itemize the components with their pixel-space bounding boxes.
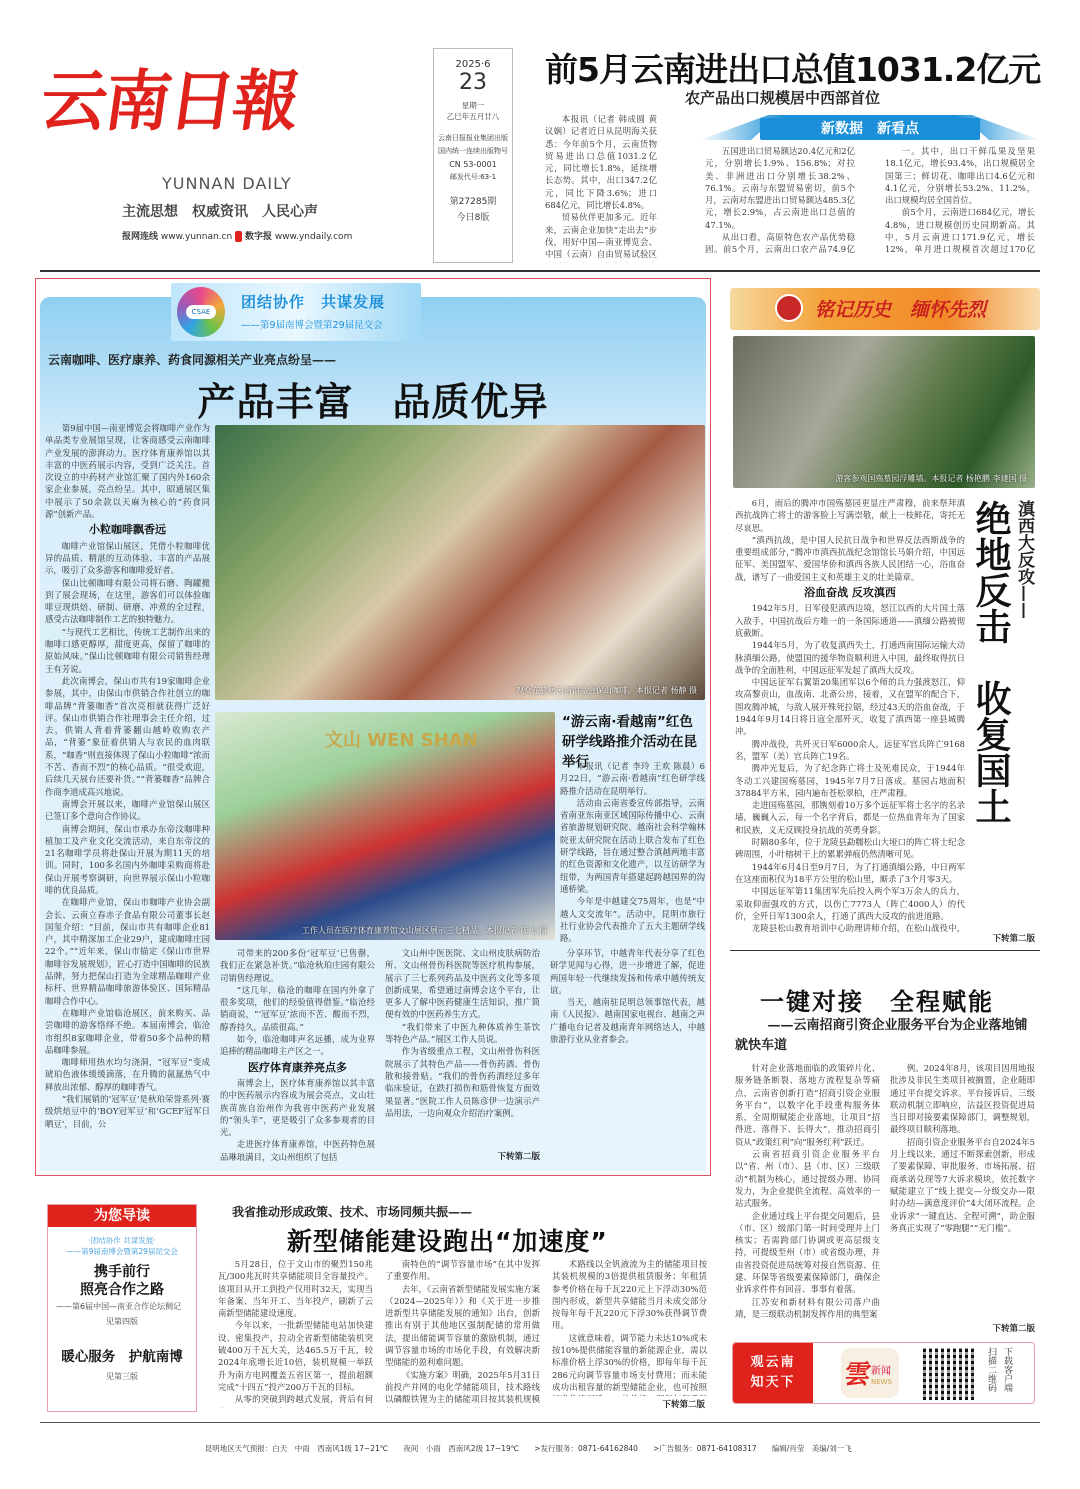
energy-col-3 [552,1258,707,1396]
ad-service: >广告服务：0871-64108317 [652,1444,757,1453]
serial-label: 国内统一连续出版物号 [438,147,508,155]
paragraph: 作为省级重点工程，文山州骨伤科医院展示了其特色产品——骨伤药酒、骨伤散和接骨贴。“我们的骨伤药酒经过多年临床验证，在跌打损伤和筋骨恢复方面效果显著。”医院工作人员陈彦伊一边演示产品用法，一边向观众介绍治疗案例。 [385,1046,540,1118]
lead-banner-text: 新数据 新看点 [760,118,980,140]
expo-banner-title: 团结协作 共谋发展 [241,293,386,311]
weekday: 星期一 [461,101,485,110]
expo-col-3 [385,947,540,1147]
divider [40,270,1040,272]
energy-col-1 [218,1258,373,1408]
paragraph: 企业通过线上平台提交问题后，县（市、区）级部门第一时间受理并上门核实；若需跨部门协调或更高层级支持，可提级至州（市）或省级办理，并由省投资促进局统筹对接自然资源、住建、环保等省级要素保障部门，确保企业诉求件件有回音、事事有着落。 [735,1210,880,1295]
paragraph: 中国远征军第11集团军先后投入两个军3万余人的兵力，采取仰面强攻的方式，以伤亡7773人（阵亡4000人）的代价，全歼日军1300余人，打通了滇西大反攻的前进道路。 [735,886,965,921]
expo-logo-text: CSAE [186,305,216,319]
great-wall-icon [775,294,803,322]
paragraph: 南博会期间，保山市承办东帝汶咖啡种植加工及产业文化交流活动，来自东帝汶的21名咖啡学员将赴保山开展为期11天的培训。同时，100多名国内外咖啡采购商将赴保山开展考察调研，向世界展示保山小粒咖啡的优良品质。 [45,823,210,895]
paragraph: 此次南博会，保山市共有19家咖啡企业参展，其中，由保山市供销合作社创立的咖啡品牌“背篓咖香”首次亮相就获得广泛好评。保山市供销合作社理事会主任介绍，过去，供销人背着背篓翻山越岭收购农产品，“背篓”象征着供销人与农民的血肉联系，“咖香”则直接体现了保山小粒咖啡“浓而不苦、香而不烈”的核心品质。“很受欢迎，后续几天展台还要补货。”“背篓咖香”品牌合作商李道成高兴地说。 [45,675,210,797]
paragraph: 走进国殇墓园，那镌刻着10万多个远征军将士名字的名录墙，巍巍入云，每一个名字背后，都是一位热血青年为了国家和民族，义无反顾投身抗战的英勇身影。 [735,800,965,835]
paragraph: 在咖啡产业馆，保山市咖啡产业协会副会长、云南立春赤子食品有限公司董事长赵国玺介绍：“目前，保山市共有咖啡企业81户，其中精深加工企业29户，建成咖啡庄园22个。”“近年来，保山市锚定《保山市世界咖啡谷发展规划》，匠心打造中国咖啡的民族品牌，努力把保山打造为全球精品咖啡产业标杆、世界精品咖啡旅游体验区、国际精品咖啡合作中心。 [45,897,210,1006]
paragraph: “与现代工艺相比，传统工艺制作出来的咖啡口感更醇厚，甜度更高，保留了咖啡的原始风味。”保山比顿咖啡有限公司销售经理王有芳说。 [45,626,210,674]
paragraph: 腾冲战役，共歼灭日军6000余人，远征军官兵阵亡9168名，盟军（美）官兵阵亡19名。 [735,738,965,761]
expo-col-1 [45,422,210,1167]
expo-banner-sub: ——第9届南博会暨第29届昆交会 [241,320,383,331]
paragraph: 术路线以全钒液流为主的储能项目按其装机规模的3倍提供租赁服务；年租赁参考价格在每千瓦220元上下浮动30%范围内形成，新型共享储能当月未成交部分按每年每千瓦220元下浮30%获得调节费用。 [552,1259,707,1331]
wenshan-photo-caption: 工作人员在医疗体育康养馆文山展区展示三七精品。本报记者 陈飞 摄 [301,926,547,935]
paragraph: 在咖啡产业馆临沧展区，前来购买、品尝咖啡的游客络绎不绝。本届南博会，临沧市组织8家咖啡企业，带着50多个品种的精品咖啡参展。 [45,1007,210,1055]
paragraph: 1944年5月，为了收复滇西失土，打通西南国际运输大动脉滇缅公路，使盟国的援华物资顺利进入中国，最终取得抗日战争的全面胜利，中国远征军发起了滇西大反攻。 [735,640,965,675]
paragraph: “这几年，临沧的咖啡在国内外拿了很多奖项，他们的经验值得借鉴。”临沧经销商说，“‘冠军豆’浓而不苦、酸而不烈，醇香持久，品质很高。” [220,984,375,1032]
app-logo-glyph: 雲 [842,1360,871,1390]
history-headline: 绝地反击 收复国土 [970,500,1011,824]
download-hint: 下载客户端 [1002,1347,1012,1392]
paragraph: 南博会上，医疗体育康养馆以其丰富的中医药展示内容成为展会亮点，文山壮族苗族自治州作为我省中医药产业发展的“领头羊”，更是吸引了众多参观者的目光。 [220,1077,375,1138]
guide-item2-headline[interactable]: 暖心服务 护航南博 [61,1349,183,1365]
date-day: 23 [459,70,487,95]
expo-headline: 产品丰富 品质优异 [197,380,549,424]
section-subhead: 小粒咖啡飘香远 [89,523,166,537]
lunar-date: 乙巳年五月廿八 [446,112,500,121]
energy-col-2 [385,1258,540,1408]
business-col-1 [735,1062,880,1342]
divider [730,950,1040,951]
history-col [735,497,965,934]
date-year-month: 2025·6 [455,59,491,70]
date-box [433,48,513,263]
page-count: 今日8版 [456,213,490,223]
lead-col-2 [705,145,855,255]
paragraph: 前5个月，云南进口684亿元，增长4.8%，进口规模创历史同期新高。其中，5月云南进口171.9亿元，增长12%，单月进口规模首次超过170亿 [885,207,1035,255]
paragraph: 走进医疗体育康养馆，中医药特色展品琳琅满目，文山州组织了包括 [220,1139,375,1162]
paragraph: 从零的突破到跨越式发展，背后有何 [234,1394,373,1405]
paragraph: 腾冲光复后，为了纪念阵亡将士及死难民众，于1944年冬动工兴建国殇墓园，1945年7月7日落成。墓园占地面积37884平方米，园内遍布苍松翠柏，庄严肃穆。 [735,763,965,798]
paragraph: 龙陵县松山教育培训中心助理讲师介绍，在松山战役中， [751,923,965,934]
paragraph: 今年以来，一批新型储能电站加快建设、密集投产，拉动全省新型储能装机突破400万千瓦大关，达465.5万千瓦，较2024年底增长近10倍，装机规模一举跃升为南方电网覆盖五省区第一，提前超额完成“十四五”投产200万千瓦的目标。 [218,1320,373,1392]
paragraph: 中国远征军右翼第20集团军以6个师的兵力强渡怒江，仰攻高黎贡山，血战南、北斋公房，接着，又在盟军的配合下，围攻腾冲城，与敌人展开殊死拉锯，经过43天的浴血奋战，于1944年9月14日将日寇全部歼灭，收复了滇西第一座县城腾冲。 [735,677,965,737]
paragraph: 活动由云南省委宣传部指导，云南省南亚东南亚区域国际传播中心、云南省旅游规划研究院、越南社会科学翰林院亚太研究院在活动上联合发布了红色研学线路，旨在通过整合滇越两地丰富的红色资源和文化遗产，以互访研学为纽带，为两国青年搭建起跨越国界的沟通桥梁。 [560,797,705,894]
paragraph: “我们展销的‘冠军豆’是秋珀荣誉系列·赛级烘焙豆中的‘BOY冠军豆’和‘GCEF冠军日晒豆’，目前，公 [45,1094,210,1129]
app-slogan-line-2: 知天下 [750,1375,796,1390]
lead-col-1 [545,113,657,263]
redtour-col-2 [550,947,705,1162]
logo-english: YUNNAN DAILY [162,174,292,193]
paragraph: 南博会开展以来，咖啡产业馆保山展区已签订多个意向合作协议。 [45,798,210,822]
energy-kicker: 我省推动形成政策、技术、市场同频共振—— [232,1205,473,1219]
energy-headline: 新型储能建设跑出“加速度” [287,1227,608,1256]
paragraph: 文山州中医医院、文山州皮肤病防治所、文山州骨伤科医院等医疗机构参展，展示了三七系列药品及中医药文化等多项创新成果，希望通过南博会这个平台，让更多人了解中医药健康生活知识，推广简便有效的中医药养生方式。 [385,948,540,1020]
app-slogan-line-1: 观云南 [750,1355,796,1370]
publisher: 云南日报报业集团出版 [438,134,508,142]
app-name: 新闻 [871,1366,891,1377]
paragraph: 南特色的“调节容量市场”在其中发挥了重要作用。 [385,1259,540,1282]
paragraph: “我们带来了中医九种体质养生茶饮等特色产品。”展区工作人员说。 [385,1021,540,1045]
expo-logo-icon [177,287,225,337]
paragraph: 第9届中国—南亚博览会将咖啡产业作为单品类专业展馆呈现，让客商感受云南咖啡产业发展的澎湃动力。医疗体育康养馆以其丰富的中医药展示内容，受到广泛关注。首次设立的中药材产业馆汇聚了国内外160余家企业参展，亮点纷呈。其中，昭通展区集中展示了50余款以天麻为核心的“药食同源”创新产品。 [45,423,210,520]
history-continued: 下转第二版 [992,934,1035,944]
lead-subhead: 农产品出口规模居中西部首位 [685,89,881,107]
paragraph: 时隔80多年，位于龙陵县勐糯松山大垭口的阵亡将士纪念碑周围，小叶榕树干上的累累弹痕仍然清晰可见。 [735,837,965,860]
guide-item1-headline[interactable]: 携手前行 照亮合作之路 [80,1264,164,1298]
guide-item1-sub: ——第6届中国—南亚合作论坛侧记 [56,1302,182,1311]
paragraph: 例。2024年8月，该项目因用地报批涉及非民生类项目被搁置，企业随即通过平台提交诉求。平台接诉后，三级联动机制立即响应，沾益区投资促进局当日即对接要素保障部门，调整规划，最终项目顺利落地。 [890,1063,1035,1135]
paragraph: 这就意味着，调节能力未达10%或未按10%提供储能容量的新能源企业，需以标准价格上浮30%的价格，即每年每千瓦286元向调节容量市场支付费用；而未能成功出租容量的新型储能企业，也可按照 [552,1332,707,1392]
paragraph: 江苏安和新材料有限公司落户曲靖，是三级联动机制发挥作用的典型案 [735,1296,880,1319]
postal-code: 邮发代号:63-1 [449,173,497,181]
issue-number: 第27285期 [449,197,497,207]
app-promo [732,1342,1035,1404]
paragraph: 1944年6月4日至9月7日，为了打通滇缅公路，中日两军在这座面积仅为18平方公里的松山里，厮杀了3个月零3天。 [735,861,965,884]
paragraph: 5月28日，位于文山市的聚烈150兆瓦/300兆瓦时共享储能项目全容量投产。该项目从开工到投产仅用时32天，实现当年备案、当年开工、当年投产，刷新了云南新型储能建设速度。 [218,1259,373,1319]
paragraph: 1942年5月，日军侵犯滇西边境，怒江以西的大片国土落入敌手，中国抗战后方唯一的一条国际通道——滇缅公路被彻底截断。 [735,603,965,638]
paragraph: 五国进出口贸易额达20.4亿元和2亿元，分别增长1.9%、156.8%；对拉美、非洲进出口分别增长38.2%、76.1%。云南与东盟贸易密切，前5个月，云南对东盟进出口贸易额达485.3亿元，增长2.9%，占云南进出口总值的47.1%。 [705,146,855,230]
history-banner [730,288,1040,330]
section-subhead: 医疗体育康养亮点多 [248,1060,347,1074]
paragraph: “滇西抗战，是中国人民抗日战争和世界反法西斯战争的重要组成部分，”腾冲市滇西抗战纪念馆馆长马娟介绍，中国远征军、美国盟军、爱国华侨和滇西各族人民团结一心，浴血奋战，谱写了一曲爱国主义和英雄主义的壮美篇章。 [735,534,965,582]
guide-item1-kicker2: ——第9届南博会暨第29届昆交会 [66,1247,178,1256]
digital-label: 数字报 [244,232,272,242]
expo-continued: 下转第二版 [497,1152,540,1162]
wenshan-sign: 文山 WEN SHAN [325,730,478,751]
cn-number: CN 53-0001 [449,160,497,169]
web-label: 报网连线 [122,232,159,242]
masthead [35,48,353,268]
expo-kicker: 云南咖啡、医疗康养、药食同源相关产业亮点纷呈—— [48,353,337,367]
paragraph: 咖啡产业馆保山展区，凭借小粒咖啡优异的品质、精湛的互动体验、丰富的产品展示，吸引了众多游客和咖啡爱好者。 [45,540,210,576]
qr-hint: 扫描二维码 [986,1347,996,1392]
paragraph: 咖啡师用热水均匀浇洞，“冠军豆”变成琥珀色液体缓缓滴落，在升腾的氤氲热气中释放出浓郁、醇厚的咖啡香气。 [45,1057,210,1092]
coffee-photo-caption: 观众在旅居云南馆品尝保山咖啡。本报记者 杨静 摄 [515,686,697,695]
digital-url[interactable]: www.yndaily.com [274,232,353,242]
cemetery-photo [733,336,1035,488]
business-col-2 [890,1062,1035,1317]
paragraph: 贸易伙伴更加多元。近年来，云南企业加快“走出去”步伐，用好中国—南亚博览会、中国（云南）自由贸易试验区 [545,212,657,260]
paragraph: 云南省招商引资企业服务平台以“省、州（市）、县（市、区）三级联动”机制为核心，通过提级办理、协同发力，为企业提供全流程、高效率的一站式服务。 [735,1149,880,1209]
expo-col-2 [220,947,375,1162]
wenshan-photo [215,712,555,940]
cemetery-photo-caption: 游客参观国殇墓园浮雕墙。本报记者 杨艳鹏 李建国 摄 [835,474,1027,483]
slogan: 主流思想 权威资讯 人民心声 [122,204,318,220]
guide-item1-kicker: ·团结协作 共谋发展· [88,1236,156,1245]
paragraph: 招商引资企业服务平台自2024年5月上线以来，通过不断探索创新，形成了要素保障、审批服务、市场拓展、招商承诺兑现等7大诉求模块，依托数字赋能建立了“线上提交—分级交办—限时办结—满意度评价”4大闭环流程。企业诉求“一键直达、全程可溯”，助企服务真正实现了“零跑腿”“无门槛”。 [890,1136,1035,1233]
paragraph: 当天，越南驻昆明总领事馆代表，越南《人民报》、越南国家电视台、越南之声广播电台记者及越南青年网络达人，中越旅游行业从业者参会。 [550,997,705,1045]
section-subhead: 浴血奋战 反攻滇西 [804,586,896,600]
redtour-col [560,760,705,945]
newspaper-logo: 云南日報 [35,62,303,140]
paragraph: 司带来的200多份‘冠军豆’已售罄，我们正在紧急补货。”临沧秋珀庄园有限公司销售经理说。 [220,948,375,983]
paragraph: 如今，临沧咖啡声名远播，成为业界追捧的精品咖啡主产区之一。 [220,1034,375,1057]
app-news: NEWS [871,1378,893,1386]
paragraph: 今年是中越建交75周年，也是“中越人文交流年”。活动中，昆明市旅行社行业协会代表推介了五大主题研学线路。 [560,896,705,944]
web-url[interactable]: www.yunnan.cn [160,232,233,242]
guide-title: 为您导读 [48,1205,196,1227]
divider [40,1422,1040,1423]
business-subhead: ——云南招商引资企业服务平台为企业落地铺就快车道 [735,1018,1028,1053]
paragraph: 从出口看，高原特色农产品优势稳固。前5个月，云南出口农产品74.9亿 [705,232,855,255]
coffee-photo [215,425,705,700]
editor: 编辑/肖莹 [771,1444,805,1453]
redtour-headline: “游云南·看越南”红色研学线路推介活动在昆举行 [562,714,697,770]
guide-item1-page: 见第四版 [106,1317,138,1326]
web-links [122,229,352,242]
paragraph: 6月，雨后的腾冲市国殇墓园更显庄严肃穆，前来祭拜滇西抗战阵亡将士的游客脸上写满崇敬，献上一枝鲜花，寄托无尽哀思。 [735,498,965,533]
paragraph: 本报讯（记者 韩成圆 黄议娴）记者近日从昆明海关获悉：今年前5个月，云南货物贸易进出口总值1031.2亿元，同比增长1.8%，延续增长态势。其中，出口347.2亿元，同比下降3.6%；进口684亿元，同比增长4.8%。 [545,114,657,211]
paragraph: 本报讯（记者 李玲 王欢 陈晨）6月22日，“游云南·看越南”红色研学线路推介活动在昆明举行。 [560,761,705,796]
footer [200,1434,852,1454]
distribution-service: >发行服务：0871-64162840 [534,1444,638,1453]
paragraph: 一。其中，出口干鲜瓜果及坚果18.1亿元，增长93.4%，出口规模居全国第三；鲜切花、咖啡出口4.6亿元和4.1亿元，分别增长53.2%、11.2%，出口规模均居全国首位。 [885,146,1035,206]
history-kicker: 滇西大反攻—— [1014,500,1034,619]
qr-code[interactable] [923,1348,975,1400]
business-continued: 下转第二版 [992,1324,1035,1334]
history-banner-text: 铭记历史 缅怀先烈 [815,299,987,321]
expo-banner [171,283,421,341]
lead-col-3 [885,145,1035,255]
paragraph: 保山比顿咖啡有限公司将石磨、陶罐搬到了展会现场，在这里，游客们可以体验咖啡豆现烘焙、研制、研磨、冲煮的全过程，感受古法咖啡制作工艺的独特魅力。 [45,577,210,625]
paragraph: 针对企业落地面临的政策碎片化、服务链条断裂、落地方流程复杂等痛点，云南省创新打造“招商引资企业服务平台”，以数字化手段重构服务体系，全周期赋能企业落地，让项目“招得进、落得下、长得大”，推动招商引资从“政策红利”向“服务红利”跃迁。 [735,1063,880,1147]
app-slogan [733,1343,813,1404]
app-icon[interactable] [841,1348,899,1398]
energy-continued: 下转第二版 [662,1400,705,1410]
digital-icon [235,231,242,242]
paragraph: 分享环节，中越青年代表分享了红色研学见闻与心得，进一步增进了解，促进两国年轻一代继续发扬和传承中越传统友谊。 [550,948,705,995]
weather-forecast: 昆明地区天气预报：白天 中雨 西南风1级 17~21℃ 夜间 小雨 西南风2级 17~19℃ [204,1444,520,1453]
paragraph: 去年，《云南省新型储能发展实施方案（2024—2025年）》和《关于进一步推进新型共享储能发展的通知》出台，创新推出有别于其他地区强制配储的常用做法，提出储能调节容量的激励机制，通过调节容量市场的市场化手段，有效解决新型储能的盈利难问题。 [385,1283,540,1368]
designer: 美编/刘一飞 [811,1444,852,1453]
guide-item2-page: 见第三版 [106,1372,138,1381]
paragraph: 《实施方案》明确，2025年5月31日前投产并网的电化学储能项目，技术路线以磷酸铁锂为主的储能项目按其装机规模 [385,1369,540,1405]
lead-headline: 前5月云南进出口总值1031.2亿元 [545,50,1041,89]
reading-guide [47,1204,197,1412]
business-headline: 一键对接 全程赋能 [760,988,994,1016]
